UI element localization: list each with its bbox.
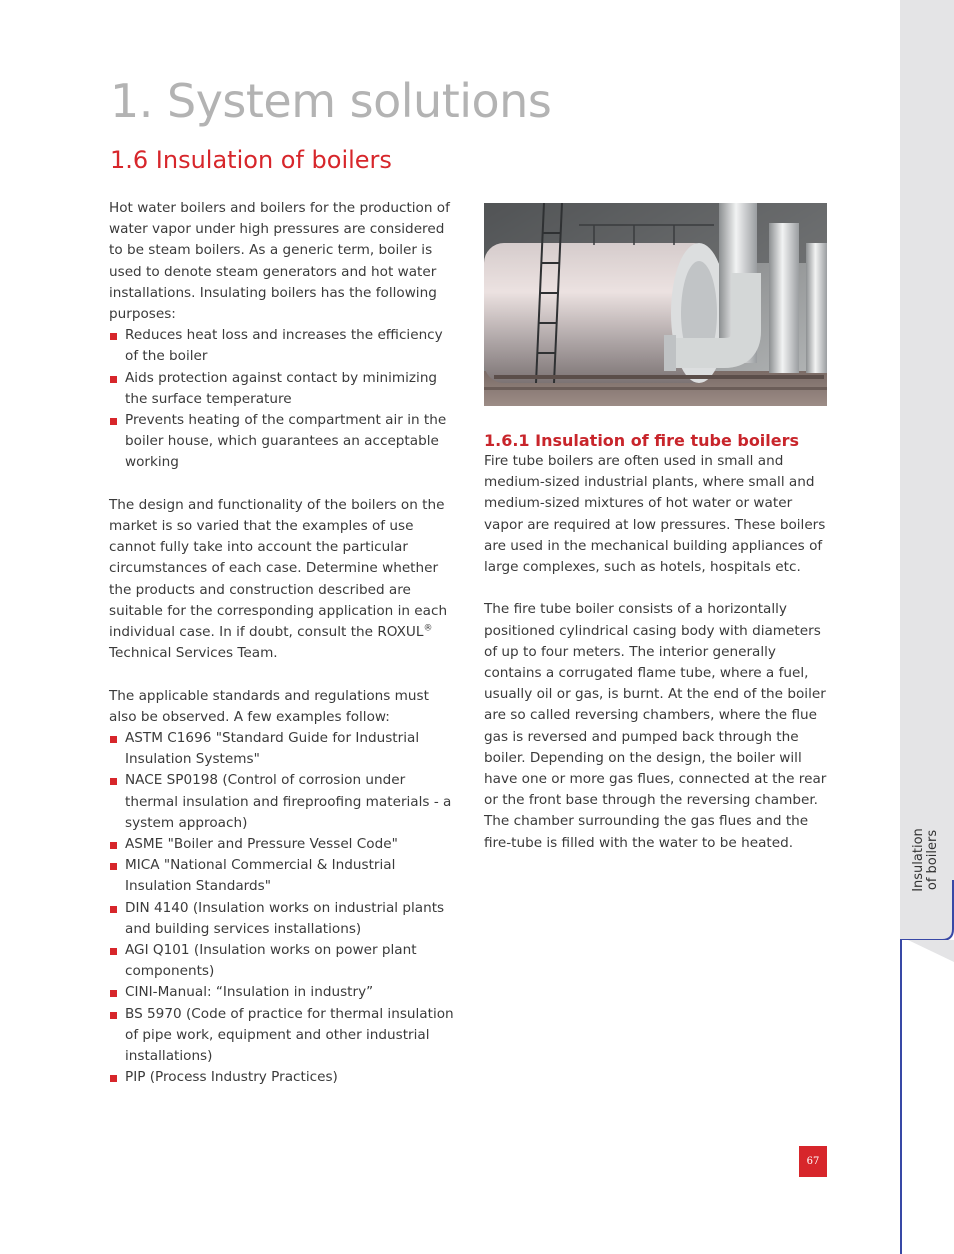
page-number: 67 [799,1146,827,1177]
bullet-square-icon [110,736,117,743]
list-item: AGI Q101 (Insulation works on power plant components) [109,940,457,982]
list-item: NACE SP0198 (Control of corrosion under thermal insulation and fireproofing materials - a system approach) [109,770,457,834]
standards-list [109,728,457,1088]
bullet-square-icon [110,376,117,383]
list-item: ASME "Boiler and Pressure Vessel Code" [109,834,457,855]
list-item: Prevents heating of the compartment air in the boiler house, which guarantees an acceptable working [109,410,457,474]
bullet-square-icon [110,333,117,340]
boiler-photo [484,203,827,406]
right-column [484,430,830,854]
sidebar-label-line-1: Insulation [911,828,926,892]
list-item: CINI-Manual: “Insulation in industry” [109,982,457,1003]
boiler-photo-image [484,203,827,406]
sidebar-label-line-2: of boilers [925,829,940,891]
bullet-square-icon [110,863,117,870]
list-item: Reduces heat loss and increases the efficiency of the boiler [109,325,457,367]
bullet-square-icon [110,1075,117,1082]
tab-shadow-wedge [900,940,954,970]
list-item: Aids protection against contact by minimizing the surface temperature [109,368,457,410]
standards-intro: The applicable standards and regulations must also be observed. A few examples follow: [109,687,429,725]
list-item: MICA "National Commercial & Industrial Insulation Standards" [109,855,457,897]
bullet-square-icon [110,948,117,955]
left-column [109,198,457,1089]
bullet-square-icon [110,842,117,849]
chapter-title: 1. System solutions [110,74,552,128]
fire-tube-paragraph-2: The fire tube boiler consists of a horizontally positioned cylindrical casing body with diameters of up to four meters. The interior generally contains a corrugated flame tube, where a fuel, usually oil or gas, is burnt. At the end of the boiler are so called reversing chambers, where the flue gas is reversed and pumped back through the boiler. Depending on the design, the boiler will have one or more gas flues, connected at the rear or the front base through the reversing chamber. The chamber surrounding the gas flues and the fire-tube is filled with the water to be heated. [484,601,827,851]
fire-tube-paragraph-1: Fire tube boilers are often used in small and medium-sized industrial plants, where small and medium-sized mixtures of hot water or water vapor are required at low pressures. These boilers are used in the mechanical building appliances of large complexes, such as hotels, hospitals etc. [484,453,826,576]
bullet-square-icon [110,778,117,785]
list-item: BS 5970 (Code of practice for thermal insulation of pipe work, equipment and other industrial installations) [109,1004,457,1068]
intro-paragraph: Hot water boilers and boilers for the production of water vapor under high pressures are considered to be steam boilers. As a generic term, boiler is used to denote steam generators and hot water installations. Insulating boilers has the following purposes: [109,200,450,323]
section-title: 1.6 Insulation of boilers [110,146,392,174]
registered-mark: ® [423,623,433,634]
design-paragraph: The design and functionality of the boilers on the market is so varied that the examples of use cannot fully take into account the particular circumstances of each case. Determine whether the products and construction described are suitable for the corresponding application in each individual case. In if doubt, consult the ROXUL® Technical Services Team. [109,496,448,662]
list-item: PIP (Process Industry Practices) [109,1067,457,1088]
subsection-title: 1.6.1 Insulation of fire tube boilers [484,431,800,450]
bullet-square-icon [110,418,117,425]
bullet-square-icon [110,906,117,913]
bullet-square-icon [110,1012,117,1019]
tab-lower-panel [900,940,954,1254]
list-item: DIN 4140 (Insulation works on industrial plants and building services installations) [109,898,457,940]
bullet-square-icon [110,990,117,997]
list-item: ASTM C1696 "Standard Guide for Industrial Insulation Systems" [109,728,457,770]
sidebar-label [912,828,940,892]
purposes-list [109,325,457,473]
